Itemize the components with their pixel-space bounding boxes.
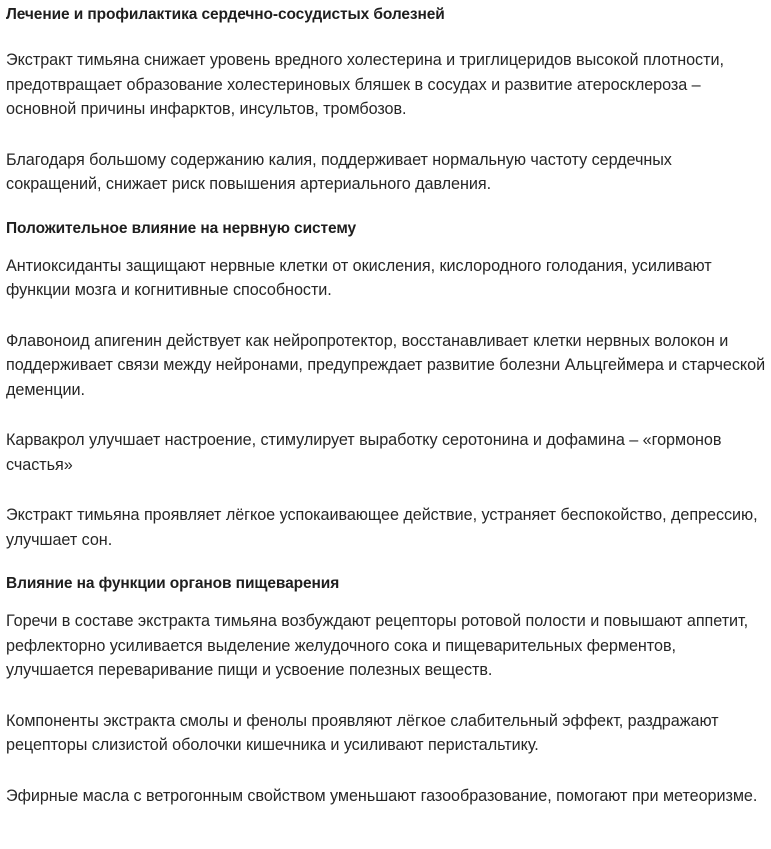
paragraph-potassium: Благодаря большому содержанию калия, поддерживает нормальную частоту сердечных сокращений, снижает риск повышения артериального давления. (6, 150, 672, 193)
section-heading-digestion: Влияние на функции органов пищеварения (6, 575, 340, 592)
paragraph-bitters: Горечи в составе экстракта тимьяна возбуждают рецепторы ротовой полости и повышают аппетит, рефлекторно усиливается выделение желудочного сока и пищеварительных ферментов, улучшается переваривание пищи и усвоение полезных веществ. (6, 612, 749, 679)
section-heading-cardiovascular: Лечение и профилактика сердечно-сосудистых болезней (6, 6, 445, 23)
paragraph-cholesterol: Экстракт тимьяна снижает уровень вредного холестерина и триглицеридов высокой плотности, предотвращает образование холестериновых бляшек в сосудах и развитие атеросклероза – основной причины инфарктов, инсультов, тромбозов. (6, 51, 724, 118)
article-body (6, 0, 768, 808)
paragraph-antioxidants: Антиоксиданты защищают нервные клетки от окисления, кислородного голодания, усиливают функции мозга и когнитивные способности. (6, 256, 712, 299)
paragraph-carvacrol: Карвакрол улучшает настроение, стимулирует выработку серотонина и дофамина – «гормонов счастья» (6, 431, 722, 474)
paragraph-essential-oils: Эфирные масла с ветрогонным свойством уменьшают газообразование, помогают при метеоризме. (6, 786, 758, 805)
section-heading-nervous-system: Положительное влияние на нервную систему (6, 219, 357, 237)
paragraph-resins-phenols: Компоненты экстракта смолы и фенолы проявляют лёгкое слабительный эффект, раздражают рецепторы слизистой оболочки кишечника и усиливают перистальтику. (6, 711, 719, 754)
paragraph-apigenin: Флавоноид апигенин действует как нейропротектор, восстанавливает клетки нервных волокон и поддерживает связи между нейронами, предупреждает развитие болезни Альцгеймера и старческой деменции. (6, 331, 766, 399)
paragraph-calming: Экстракт тимьяна проявляет лёгкое успокаивающее действие, устраняет беспокойство, депрессию, улучшает сон. (6, 506, 758, 549)
